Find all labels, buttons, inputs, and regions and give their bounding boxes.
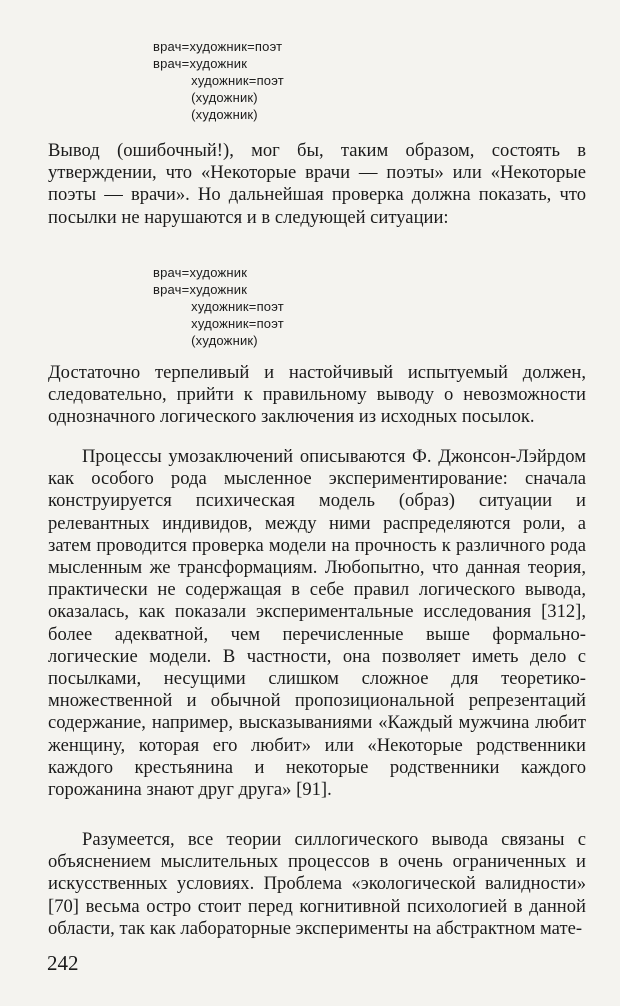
paragraph-johnson-laird: Процессы умозаключений описываются Ф. Джонсон-Лэйрдом как особого рода мысленное экспериментирование: сначала конструируется психическая модель (образ) ситуации и релевантных индивидов, между ними распределяются роли, а затем проводится проверка модели на прочность к различного рода мысленным же трансформациям. Любопытно, что данная теория, практически не содержащая в себе правил логического вывода, оказалась, как показали экспериментальные исследования [312], более адекватной, чем перечисленные выше формально-логические модели. В частности, она позволяет иметь дело с посылками, несущими слишком сложное для теоретико-множественной и обычной пропозициональной репрезентаций содержание, например, высказываниями «Каждый мужчина любит женщину, которая его любит» или «Некоторые родственники каждого крестьянина и некоторые родственники каждого горожанина знают друг друга» [91]. [48, 446, 586, 801]
paragraph-ecological-validity: Разумеется, все теории силлогического вывода связаны с объяснением мыслительных процессов в очень ограниченных и искусственных условиях. Проблема «экологической валидности» [70] весьма остро стоит перед когнитивной психологией в данной области, так как лабораторные эксперименты на абстрактном мате- [48, 829, 586, 939]
syllogism-diagram-2 [153, 264, 284, 349]
syllogism-diagram-1 [153, 38, 284, 123]
diagram-line: врач=художник=поэт [153, 39, 283, 54]
diagram-line: художник=поэт [153, 299, 284, 314]
diagram-line: (художник) [153, 90, 258, 105]
diagram-line: художник=поэт [153, 73, 284, 88]
diagram-line: художник=поэт [153, 316, 284, 331]
paragraph-patient-subject: Достаточно терпеливый и настойчивый испытуемый должен, следовательно, прийти к правильному выводу о невозможности однозначного логического заключения из исходных посылок. [48, 362, 586, 428]
diagram-line: врач=художник [153, 282, 248, 297]
diagram-line: (художник) [153, 333, 258, 348]
diagram-line: врач=художник [153, 265, 248, 280]
diagram-line: (художник) [153, 107, 258, 122]
diagram-line: врач=художник [153, 56, 248, 71]
paragraph-conclusion: Вывод (ошибочный!), мог бы, таким образом, состоять в утверждении, что «Некоторые врачи — поэты» или «Некоторые поэты — врачи». Но дальнейшая проверка должна показать, что посылки не нарушаются и в следующей ситуации: [48, 140, 586, 228]
page-number: 242 [47, 951, 79, 975]
